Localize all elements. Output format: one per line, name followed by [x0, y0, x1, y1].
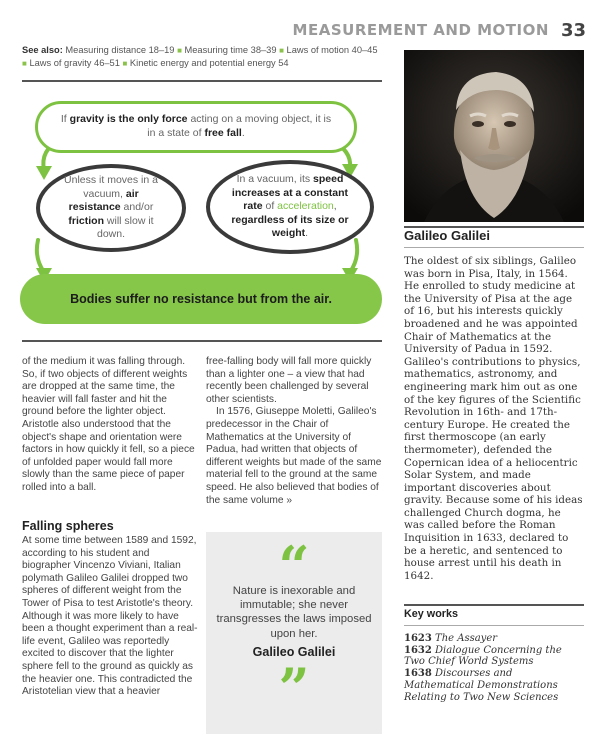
- text-run: ,: [333, 200, 337, 213]
- bullet-separator: ■: [279, 46, 284, 55]
- portrait-image: [404, 50, 584, 222]
- text-run-bold: friction: [68, 214, 104, 227]
- key-works-list: [404, 633, 584, 703]
- diagram-left-oval: [36, 164, 186, 252]
- diagram-right-oval: [206, 160, 374, 254]
- text-run: and/or: [120, 201, 154, 214]
- quote-text: Nature is inexorable and immutable; she never transgresses the laws imposed upon her.: [216, 585, 372, 640]
- see-also-link[interactable]: Laws of motion 40–45: [286, 45, 378, 55]
- arrowhead: [36, 166, 52, 180]
- body-column-1: [22, 356, 198, 495]
- text-run: .: [305, 227, 309, 240]
- body-column-2: [206, 356, 382, 507]
- bullet-separator: ■: [22, 59, 27, 68]
- paragraph: of the medium it was falling through. So, if two objects of different weights are dropped at the same time, the heavier will fall faster and hit the ground before the lighter object. Aristotle also understood that the object's shape and orientation were factors in how quickly it fell, so a piece of unfolded paper would fall more slowly than the same piece of paper rolled into a ball.: [22, 356, 195, 493]
- divider: [22, 340, 382, 342]
- text-run: In a vacuum, its: [236, 173, 314, 186]
- page-number: 33: [560, 19, 586, 41]
- body-column-1-cont: [22, 535, 198, 699]
- see-also-link[interactable]: Measuring distance 18–19: [65, 45, 175, 55]
- text-run: Unless it moves in a vacuum,: [64, 174, 158, 200]
- divider: [404, 625, 584, 626]
- paragraph: free-falling body will fall more quickly than a lighter one – a view that had recently been challenged by several other scientists.: [206, 356, 372, 405]
- key-work-title: Dialogue Concerning the Two Chief World Systems: [404, 644, 562, 668]
- open-quote-icon: “: [278, 534, 310, 598]
- key-work-year: 1632: [404, 644, 432, 656]
- key-work-item: [404, 645, 584, 668]
- diagram-top-statement: [35, 101, 357, 153]
- key-work-title: Discourses and Mathematical Demonstrations Relating to Two New Sciences: [404, 668, 559, 703]
- see-also-link[interactable]: Laws of gravity 46–51: [29, 58, 120, 68]
- text-run: of: [262, 200, 278, 213]
- divider: [404, 604, 584, 606]
- divider: [404, 247, 584, 248]
- text-run-bold: gravity is the only force: [69, 113, 188, 125]
- subheading: Falling spheres: [22, 519, 114, 533]
- bio-text: The oldest of six siblings, Galileo was born in Pisa, Italy, in 1564. He enrolled to study medicine at the University of Pisa at the age of 16, but his interests quickly broadened and he was appointed Chair of Mathematics at the University of Padua in 1592. Galileo's contributions to physics, mathematics, astronomy, and engineering mark him out as one of the key figures of the Scientific Revolution in 16th- and 17th- century Europe. He created the first thermoscope (an early thermometer), defended the Copernican idea of a heliocentric Solar System, and made important discoveries about gravity. Because some of his ideas challenged Church dogma, he was called before the Roman Inquisition in 1633, declared to be a heretic, and sentenced to house arrest until his death in 1642.: [404, 255, 583, 582]
- key-work-year: 1638: [404, 668, 432, 680]
- key-work-year: 1623: [404, 633, 432, 644]
- text-run: .: [241, 127, 245, 139]
- text-run-bold: speed increases at a constant rate: [231, 173, 349, 213]
- text-run: If: [60, 113, 70, 125]
- bio-name: Galileo Galilei: [404, 228, 490, 243]
- key-work-title: The Assayer: [435, 633, 498, 644]
- text-run: will slow it down.: [96, 214, 154, 241]
- see-also-label: See also:: [22, 45, 63, 55]
- close-quote-icon: ”: [278, 656, 310, 720]
- pull-quote: [206, 532, 382, 734]
- paragraph: At some time between 1589 and 1592, according to his student and biographer Vincenzo Viviani, Italian polymath Galileo Galilei dropped two spheres of different weight from the Tower of Pisa to test Aristotle's theory. Although it was more likely to have been a thought experiment than a real-life event, Galileo was reportedly excited to discover that the lighter sphere fell to the ground as quickly as the heavier one. This contradicted the Aristotelian view that a heavier: [22, 535, 198, 698]
- section-title: MEASUREMENT AND MOTION: [292, 21, 549, 39]
- text-run-bold: air resistance: [68, 187, 139, 214]
- bullet-separator: ■: [122, 59, 128, 68]
- quote-author: Galileo Galilei: [252, 645, 336, 659]
- text-run-bold: free fall: [204, 127, 242, 139]
- key-work-item: [404, 633, 584, 645]
- arrow-left-down: [37, 240, 44, 272]
- arrow-right-down: [350, 240, 357, 272]
- diagram-conclusion: Bodies suffer no resistance but from the air.: [20, 274, 382, 324]
- text-run: acting on a moving object, it is in a state of: [147, 113, 332, 139]
- text-run-accent: acceleration: [277, 200, 334, 213]
- paragraph: In 1576, Giuseppe Moletti, Galileo's predecessor in the Chair of Mathematics at the University of Padua, had written that objects of different weights but made of the same material fell to the ground at the same speed. He also believed that bodies of the same volume »: [206, 406, 382, 506]
- key-work-item: [404, 668, 584, 703]
- key-works-title: Key works: [404, 608, 459, 620]
- bullet-separator: ■: [177, 46, 182, 55]
- see-also-link[interactable]: Kinetic energy and potential energy 54: [129, 58, 289, 68]
- text-run-bold: regardless of its size or weight: [231, 213, 349, 240]
- see-also-link[interactable]: Measuring time 38–39: [184, 45, 277, 55]
